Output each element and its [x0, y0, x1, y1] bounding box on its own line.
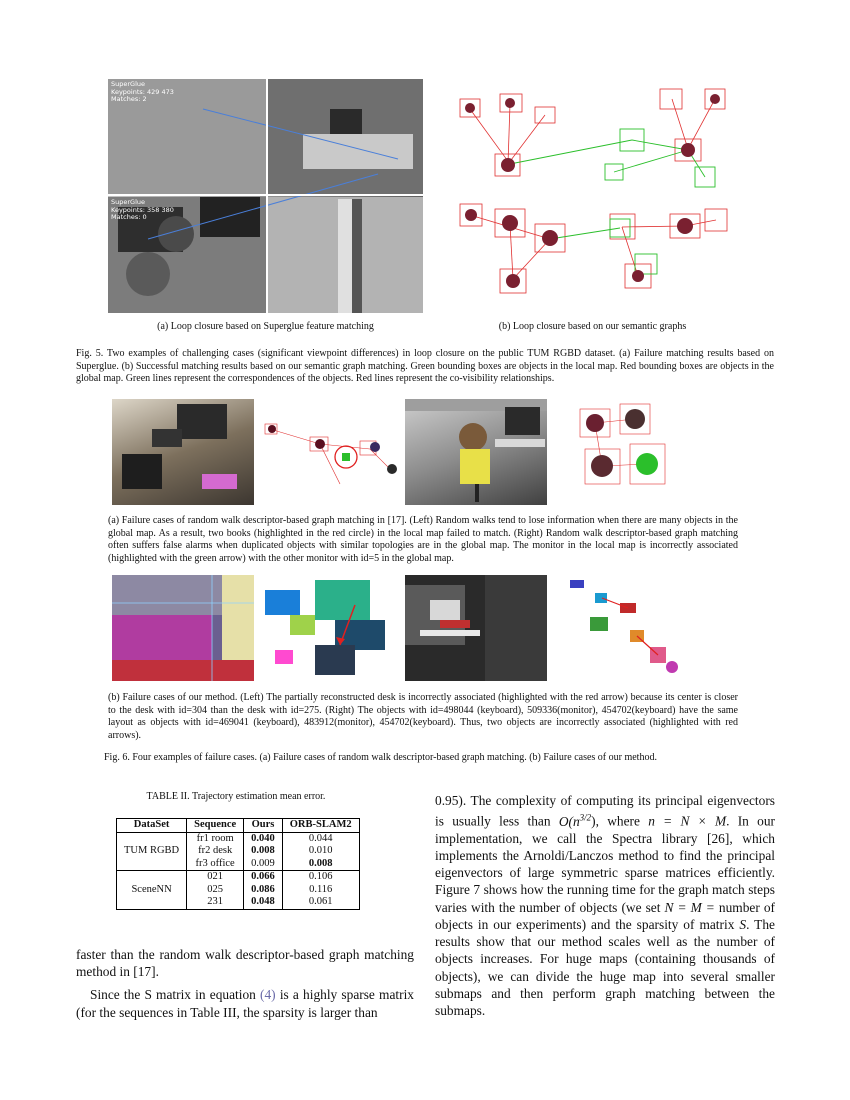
fig6a-left-graph-svg	[260, 399, 402, 505]
table-header-row	[117, 819, 360, 833]
fig6b-left-photo-svg	[112, 575, 254, 681]
table-row	[117, 832, 360, 845]
fig6a-right-photo-svg	[405, 399, 547, 505]
fig6b-left-graph	[260, 575, 402, 681]
fig6a-left-graph	[260, 399, 402, 505]
table-row	[117, 871, 360, 884]
ours-cell: 0.086	[244, 884, 283, 897]
p2-after: is a highly sparse matrix (for the sequences in Table III, the sparsity is larger than	[76, 987, 414, 1020]
superglue-overlay-bottom: SuperGlue Keypoints: 358 380 Matches: 0	[111, 198, 174, 221]
orb-cell: 0.106	[282, 871, 359, 884]
big-o-notation: $O(n^{3/2}$	[558, 812, 592, 829]
table2-title: TABLE II. Trajectory estimation mean error.	[146, 791, 326, 802]
fig6a-right-graph-svg	[550, 399, 692, 505]
matrix-s: S	[739, 916, 747, 932]
right-column-text	[435, 792, 775, 1019]
fig6a-right-photo	[405, 399, 547, 505]
fig6b-right-graph	[550, 575, 692, 681]
col-orbslam2: ORB-SLAM2	[282, 819, 359, 833]
orb-cell: 0.061	[282, 896, 359, 909]
rc-t5: . The results show that our method scales well as the number of objects increases. For huge maps (containing thousands of objects), we can divide the huge map into several smaller submaps and then perform graph matching between the submaps.	[435, 916, 775, 1018]
group-scenenn: SceneNN	[117, 871, 187, 910]
fig5-caption: Fig. 5. Two examples of challenging cases (significant viewpoint differences) in loop closure on the public TUM RGBD dataset. (a) Failure matching results based on Superglue. (b) Successful matching results based on our semantic graph matching. Green bounding boxes are objects in the local map. Red bounding boxes are objects in the global map. Green lines represent the correspondences of the objects. Red lines represent the co-visibility relationships.	[76, 348, 774, 384]
fig6b-right-photo	[405, 575, 547, 681]
ours-cell: 0.040	[244, 832, 283, 845]
superglue-scene-svg	[108, 79, 423, 313]
group-tum-rgbd: TUM RGBD	[117, 832, 187, 871]
paragraph-1: faster than the random walk descriptor-based graph matching method in [17].	[76, 947, 414, 980]
left-column-text	[76, 946, 414, 1021]
fig6a-subcaption: (a) Failure cases of random walk descriptor-based graph matching in [17]. (Left) Random walks tend to lose information when there are many objects in the global map. As a result, two books (highlighted in the red circle) in the local map failed to match. (Right) Random walk descriptor-based graph matching often suffers false alarms when duplicated objects with similar topologies are in the global map. The monitor in the local map is incorrectly associated (highlighted with the green arrow) with the other monitor with id=5 in the global map.	[108, 515, 738, 564]
superglue-matching-image	[108, 79, 423, 313]
fig6a-right-graph	[550, 399, 692, 505]
fig6b-left-graph-svg	[260, 575, 402, 681]
trajectory-table	[116, 818, 360, 910]
fig6b-subcaption: (b) Failure cases of our method. (Left) The partially reconstructed desk is incorrectly associated (highlighted with the red arrow) because its center is closer to the desk with id=304 than the desk with id=275. (Right) The objects with id=498044 (keyboard), 509336(monitor), 454702(keyboard) have the same layout as objects with id=469041 (keyboard), 483912(monitor), 454702(keyboard). Thus, two objects are incorrectly associated (highlighted with red arrows).	[108, 692, 738, 741]
rc-t2: ), where	[591, 813, 649, 829]
semantic-graph-matching-image	[440, 79, 745, 311]
fig6b-right-photo-svg	[405, 575, 547, 681]
fig6a-left-photo	[112, 399, 254, 505]
equation-ref[interactable]: (4)	[260, 987, 276, 1003]
seq-cell: 025	[187, 884, 244, 897]
semantic-graphs-svg	[440, 79, 745, 311]
equation-n: n = N × M	[648, 813, 727, 829]
col-ours: Ours	[244, 819, 283, 833]
orb-cell: 0.116	[282, 884, 359, 897]
trajectory-table-wrapper	[116, 818, 360, 910]
ours-cell: 0.009	[244, 858, 283, 871]
orb-cell: 0.010	[282, 845, 359, 858]
orb-cell: 0.044	[282, 832, 359, 845]
seq-cell: 021	[187, 871, 244, 884]
fig6b-left-photo	[112, 575, 254, 681]
col-sequence: Sequence	[187, 819, 244, 833]
ours-cell: 0.066	[244, 871, 283, 884]
orb-cell: 0.008	[282, 858, 359, 871]
seq-cell: fr1 room	[187, 832, 244, 845]
col-dataset: DataSet	[117, 819, 187, 833]
seq-cell: 231	[187, 896, 244, 909]
rc-t4: number of objects in our experiments) and the sparsity of matrix	[435, 899, 775, 932]
rc-t3: . In our implementation, we call the Spectra library [26], which implements the Arnoldi/Lanczos method to find the principal eigenvectors of large symmetric sparse matrices efficiently. Figure 7 shows how the running time for the graph match steps varies with the number of objects (we set	[435, 813, 775, 915]
rc-t1: 0.95). The complexity of computing its principal eigenvectors is usually less than	[435, 793, 775, 829]
fig5-subcaption-b: (b) Loop closure based on our semantic graphs	[498, 321, 687, 332]
seq-cell: fr3 office	[187, 858, 244, 871]
p2-before: Since the S matrix in equation	[90, 987, 261, 1003]
ours-cell: 0.008	[244, 845, 283, 858]
fig6-caption: Fig. 6. Four examples of failure cases. (a) Failure cases of random walk descriptor-based graph matching. (b) Failure cases of our method.	[104, 752, 657, 763]
equation-nm: N = M =	[664, 899, 715, 915]
fig6b-right-graph-svg	[550, 575, 692, 681]
fig5-subcaption-a: (a) Loop closure based on Superglue feature matching	[157, 321, 374, 332]
fig6a-left-photo-svg	[112, 399, 254, 505]
ours-cell: 0.048	[244, 896, 283, 909]
seq-cell: fr2 desk	[187, 845, 244, 858]
paragraph-2	[76, 986, 414, 1020]
superglue-overlay-top: SuperGlue Keypoints: 429 473 Matches: 2	[111, 80, 174, 103]
